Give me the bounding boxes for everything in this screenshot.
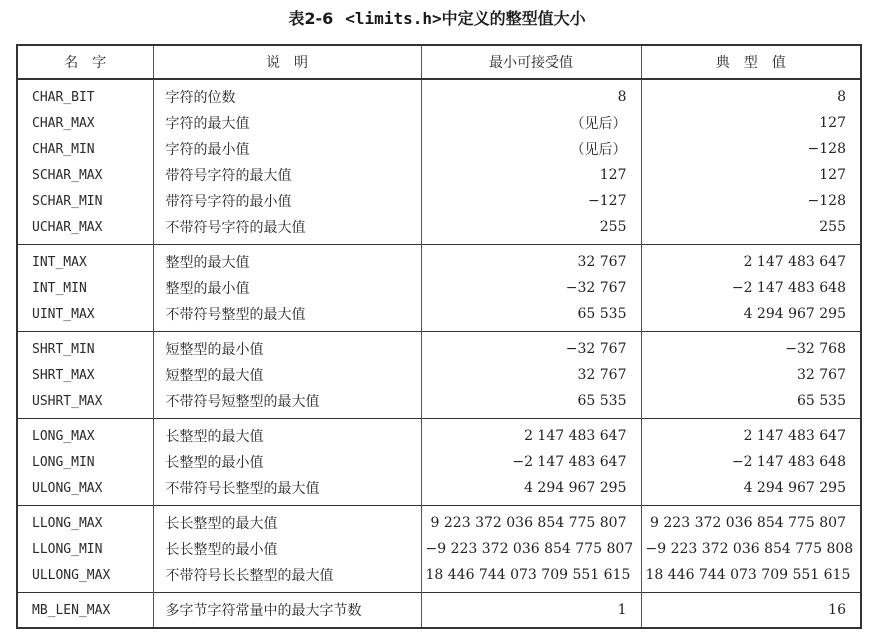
min-value-cell: 32 767 [421, 245, 641, 276]
row-group [17, 593, 861, 629]
typical-value-cell: −9 223 372 036 854 775 808 [641, 536, 861, 562]
typical-value-cell: 16 [641, 593, 861, 629]
min-value-cell: 8 [421, 79, 641, 110]
name-cell: ULLONG_MAX [32, 567, 111, 583]
typical-value-cell: 255 [641, 214, 861, 245]
typical-value-cell: −2 147 483 648 [641, 449, 861, 475]
typical-value-cell: 32 767 [641, 362, 861, 388]
description-cell: 长整型的最小值 [153, 449, 421, 475]
description-cell: 带符号字符的最大值 [153, 162, 421, 188]
typical-value-cell: −128 [641, 188, 861, 214]
header-row [17, 45, 861, 79]
name-cell: LONG_MIN [32, 454, 95, 470]
header-name: 名 字 [17, 45, 153, 79]
name-cell: SHRT_MAX [32, 367, 95, 383]
row-group [17, 245, 861, 332]
table-row [17, 536, 861, 562]
row-group [17, 506, 861, 593]
table-row [17, 188, 861, 214]
description-cell: 字符的最大值 [153, 110, 421, 136]
name-cell: UINT_MAX [32, 306, 95, 322]
table-row [17, 419, 861, 450]
description-cell: 不带符号整型的最大值 [153, 301, 421, 332]
min-value-cell: −127 [421, 188, 641, 214]
typical-value-cell: 127 [641, 162, 861, 188]
description-cell: 长长整型的最小值 [153, 536, 421, 562]
description-cell: 不带符号短整型的最大值 [153, 388, 421, 419]
description-cell: 带符号字符的最小值 [153, 188, 421, 214]
typical-value-cell: 65 535 [641, 388, 861, 419]
description-cell: 短整型的最大值 [153, 362, 421, 388]
min-value-cell: 1 [421, 593, 641, 629]
description-cell: 整型的最大值 [153, 245, 421, 276]
description-cell: 不带符号长长整型的最大值 [153, 562, 421, 593]
table-number: 表2-6 [288, 9, 334, 28]
table-row [17, 79, 861, 110]
min-value-cell: （见后） [421, 110, 641, 136]
table-row [17, 275, 861, 301]
description-cell: 多字节字符常量中的最大字节数 [153, 593, 421, 629]
name-cell: CHAR_MAX [32, 115, 95, 131]
table-title: 中定义的整型值大小 [441, 9, 586, 28]
row-group [17, 79, 861, 245]
table-row [17, 332, 861, 363]
min-value-cell: 127 [421, 162, 641, 188]
table-row [17, 562, 861, 593]
min-value-cell: 18 446 744 073 709 551 615 [421, 562, 641, 593]
description-cell: 整型的最小值 [153, 275, 421, 301]
name-cell: INT_MAX [32, 254, 87, 270]
header-typical-value: 典 型 值 [641, 45, 861, 79]
table-row [17, 475, 861, 506]
table-row [17, 136, 861, 162]
name-cell: USHRT_MAX [32, 393, 103, 409]
typical-value-cell: −32 768 [641, 332, 861, 363]
name-cell: SCHAR_MIN [32, 193, 103, 209]
table-row [17, 593, 861, 629]
typical-value-cell: 18 446 744 073 709 551 615 [641, 562, 861, 593]
name-cell: INT_MIN [32, 280, 87, 296]
table-row [17, 388, 861, 419]
name-cell: LLONG_MAX [32, 515, 103, 531]
typical-value-cell: −128 [641, 136, 861, 162]
typical-value-cell: −2 147 483 648 [641, 275, 861, 301]
min-value-cell: 255 [421, 214, 641, 245]
min-value-cell: −32 767 [421, 332, 641, 363]
name-cell: SCHAR_MAX [32, 167, 103, 183]
table-row [17, 301, 861, 332]
row-group [17, 419, 861, 506]
typical-value-cell: 2 147 483 647 [641, 419, 861, 450]
description-cell: 不带符号字符的最大值 [153, 214, 421, 245]
table-row [17, 449, 861, 475]
table-row [17, 214, 861, 245]
min-value-cell: 65 535 [421, 388, 641, 419]
min-value-cell: 2 147 483 647 [421, 419, 641, 450]
typical-value-cell: 9 223 372 036 854 775 807 [641, 506, 861, 537]
typical-value-cell: 2 147 483 647 [641, 245, 861, 276]
table-row [17, 162, 861, 188]
row-group [17, 332, 861, 419]
name-cell: MB_LEN_MAX [32, 602, 111, 618]
typical-value-cell: 4 294 967 295 [641, 475, 861, 506]
header-file-name: <limits.h> [345, 9, 442, 28]
name-cell: ULONG_MAX [32, 480, 103, 496]
min-value-cell: 32 767 [421, 362, 641, 388]
min-value-cell: （见后） [421, 136, 641, 162]
description-cell: 短整型的最小值 [153, 332, 421, 363]
min-value-cell: −9 223 372 036 854 775 807 [421, 536, 641, 562]
table-row [17, 245, 861, 276]
description-cell: 长长整型的最大值 [153, 506, 421, 537]
header-min-value: 最小可接受值 [421, 45, 641, 79]
typical-value-cell: 8 [641, 79, 861, 110]
min-value-cell: 9 223 372 036 854 775 807 [421, 506, 641, 537]
typical-value-cell: 127 [641, 110, 861, 136]
description-cell: 长整型的最大值 [153, 419, 421, 450]
table-row [17, 110, 861, 136]
name-cell: CHAR_BIT [32, 89, 95, 105]
description-cell: 不带符号长整型的最大值 [153, 475, 421, 506]
table-row [17, 506, 861, 537]
name-cell: UCHAR_MAX [32, 219, 103, 235]
name-cell: LONG_MAX [32, 428, 95, 444]
table-caption [0, 6, 874, 29]
table-header [17, 45, 861, 79]
table-row [17, 362, 861, 388]
description-cell: 字符的位数 [153, 79, 421, 110]
name-cell: LLONG_MIN [32, 541, 103, 557]
typical-value-cell: 4 294 967 295 [641, 301, 861, 332]
min-value-cell: −2 147 483 647 [421, 449, 641, 475]
header-description: 说 明 [153, 45, 421, 79]
min-value-cell: 4 294 967 295 [421, 475, 641, 506]
name-cell: SHRT_MIN [32, 341, 95, 357]
min-value-cell: −32 767 [421, 275, 641, 301]
description-cell: 字符的最小值 [153, 136, 421, 162]
min-value-cell: 65 535 [421, 301, 641, 332]
limits-table [16, 44, 862, 629]
name-cell: CHAR_MIN [32, 141, 95, 157]
